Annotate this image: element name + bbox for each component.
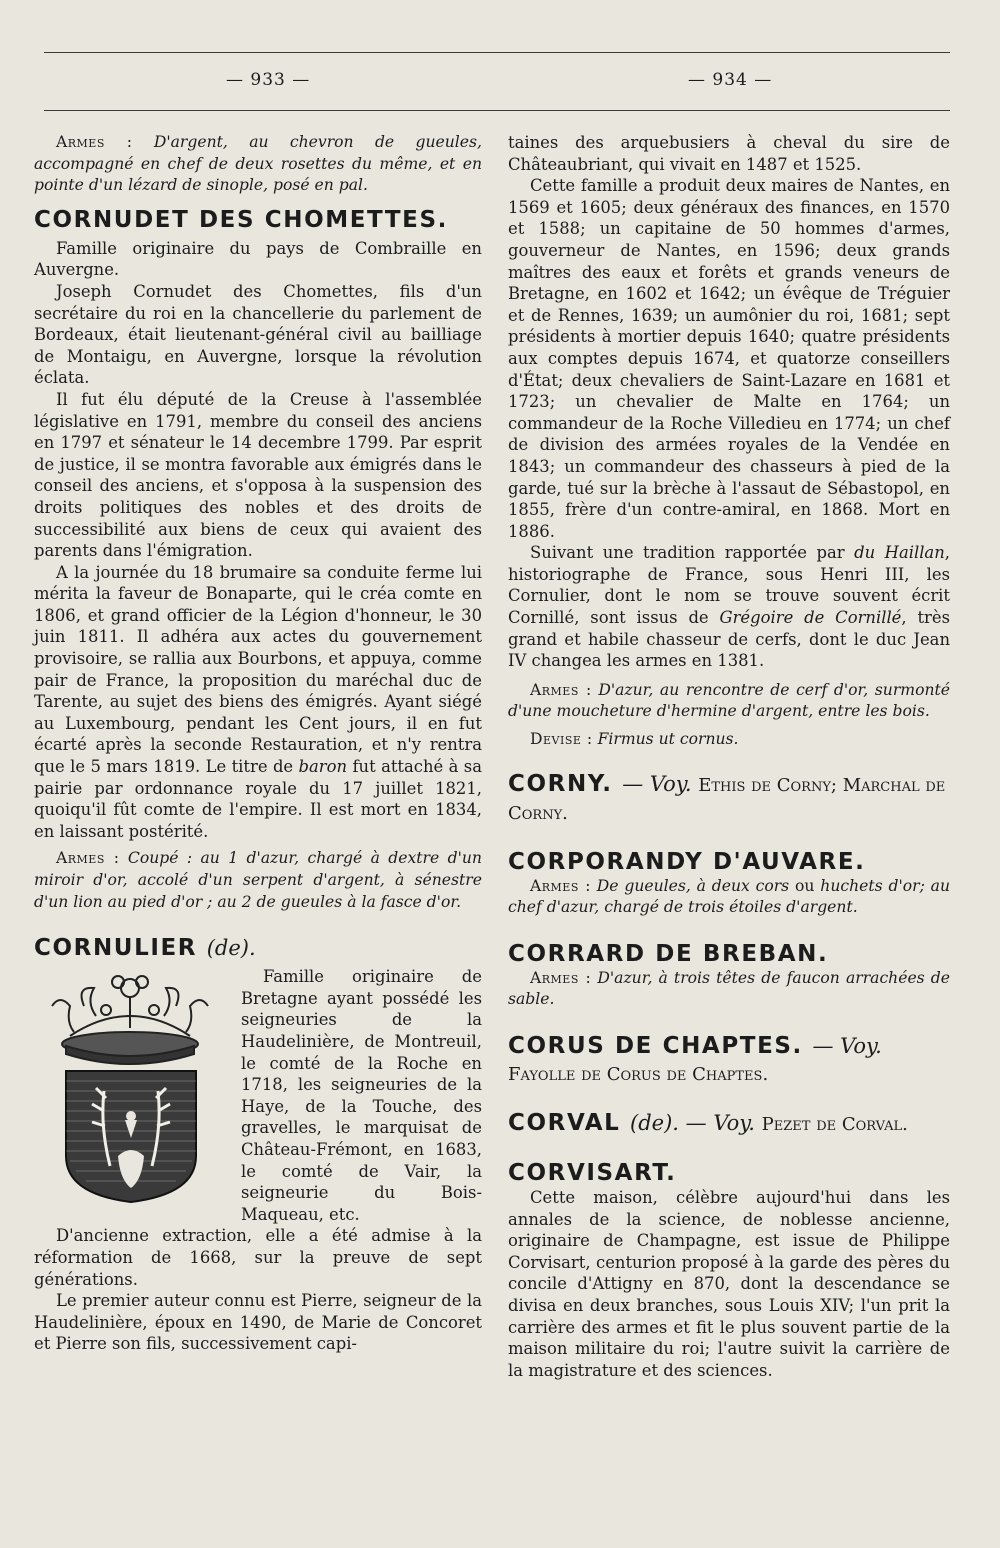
heading-corval: CORVAL (de). — Voy. Pezet de Corval. (508, 1110, 908, 1136)
heading-corny: CORNY. — Voy. Ethis de Corny; Marchal de Corny. (508, 770, 946, 824)
top-rule (44, 52, 950, 53)
heading-corvisart: CORVISART. (508, 1160, 677, 1186)
paragraph: D'ancienne extraction, elle a été admise à la réformation de 1668, sur la preuve de sept générations. (34, 1226, 482, 1289)
paragraph: Cette maison, célèbre aujourd'hui dans les annales de la science, de noblesse ancienne, originaire de Champagne, est issue de Philippe Corvisart, centurion proposé à la garde des pères du concile d'Attigny en 870, dont la descendance se divisa en deux branches, sous Louis XIV; l'un prit la carrière des armes et fit le plus souvent partie de la maison militaire du roi; l'autre suivit la carrière de la magistrature et des sciences. (508, 1188, 950, 1380)
paragraph: A la journée du 18 brumaire sa conduite ferme lui mérita la faveur de Bonaparte, qui le créa comte en 1806, et grand officier de la Légion d'honneur, le 30 juin 1811. Il adhéra aux actes du gouvernement provisoire, se rallia aux Bourbons, et appuya, comme pair de France, la proposition du maréchal duc de Tarente, au sujet des biens des émigrés. Ayant siégé au Luxembourg, pendant les Cent jours, il en fut écarté après la seconde Restauration, et n'y rentra que le 5 mars 1819. Le titre de baron fut attaché à sa pairie par ordonnance royale du 17 juillet 1821, quoiqu'il fût comte de l'empire. Il est mort en 1834, en laissant postérité. (34, 562, 482, 841)
heading-cornulier: CORNULIER (de). (34, 935, 256, 962)
armes-entry: Armes : De gueules, à deux cors ou huchets d'or; au chef d'azur, chargé de trois étoiles d'argent. (508, 876, 950, 917)
paragraph: Joseph Cornudet des Chomettes, fils d'un secrétaire du roi en la chancellerie du parlement de Bordeaux, était lieutenant-général civil au bailliage de Montaigu, en Auvergne, lorsque la révolution éclata. (34, 281, 482, 388)
paragraph: Suivant une tradition rapportée par du Haillan, historiographe de France, sous Henri III, les Cornulier, dont le nom se trouve souvent écrit Cornillé, sont issus de Grégoire de Cornillé, très grand et habile chasseur de cerfs, dont le duc Jean IV changea les armes en 1381. (508, 543, 950, 671)
left-page-number: — 933 — (226, 70, 311, 90)
paragraph: Cette famille a produit deux maires de Nantes, en 1569 et 1605; deux généraux des finances, en 1570 et 1588; un capitaine de 50 hommes d'armes, gouverneur de Nantes, en 1596; deux grands maîtres des eaux et forêts et grands veneurs de Bretagne, en 1602 et 1642; un évêque de Tréguier et de Rennes, 1639; un aumônier du roi, 1681; sept présidents à mortier depuis 1640; quatre présidents aux comptes depuis 1674, et quatorze conseillers d'État; deux chevaliers de Saint-Lazare en 1681 et 1723; un chevalier de Malte en 1764; un commandeur de la Roche Villedieu en 1774; un chef de division des armées royales de la Vendée en 1843; un commandeur des chasseurs à pied de la garde, tué sur la brèche à l'assaut de Sébastopol, en 1855, frère d'un contre-amiral, en 1868. Mort en 1886. (508, 176, 950, 541)
heading-corus: CORUS DE CHAPTES. — Voy. Fayolle de Corus de Chaptes. (508, 1033, 882, 1085)
heading-cornudet: CORNUDET DES CHOMETTES. (34, 206, 448, 233)
armes-entry: Armes : D'azur, à trois têtes de faucon arrachées de sable. (508, 968, 951, 1009)
left-column (34, 132, 482, 1355)
right-page-number: — 934 — (688, 70, 773, 90)
paragraph: Famille originaire de Bretagne ayant possédé les seigneuries de la Haudelinière, de Montreuil, le comté de la Roche en 1718, les seigneuries de la Haye, de la Touche, des gravelles, le marquisat de Château-Frémont, en 1683, le comté de Vair, la seigneurie du Bois-Maqueau, etc. (241, 967, 482, 1224)
paragraph: taines des arquebusiers à cheval du sire de Châteaubriant, qui vivait en 1487 et 1525. (508, 133, 950, 174)
armes-entry: Armes : D'argent, au chevron de gueules, accompagné en chef de deux rosettes du même, et en pointe d'un lézard de sinople, posé en pal. (34, 133, 482, 195)
right-column (508, 132, 950, 1381)
devise-entry: Devise : Firmus ut cornus. (530, 730, 739, 749)
paragraph: Il fut élu député de la Creuse à l'assemblée législative en 1791, membre du conseil des anciens en 1797 et sénateur le 14 decembre 1799. Par esprit de justice, il se montra favorable aux émigrés dans le conseil des anciens, et s'opposa à la suspension des droits politiques des nobles et des droits de successibilité aux biens de ceux qui avaient des parents dans l'émigration. (34, 389, 482, 561)
heading-corporandy: CORPORANDY D'AUVARE. (508, 848, 866, 875)
armes-entry: Armes : Coupé : au 1 d'azur, chargé à dextre d'un miroir d'or, accolé d'un serpent d'argent, à sénestre d'un lion au pied d'or ; au 2 de gueules à la fasce d'or. (34, 849, 482, 911)
heading-corrard: CORRARD DE BREBAN. (508, 940, 829, 967)
paragraph: Famille originaire du pays de Combraille en Auvergne. (34, 238, 482, 280)
paragraph: Le premier auteur connu est Pierre, seigneur de la Haudelinière, époux en 1490, de Marie de Concoret et Pierre son fils, successivement capi- (34, 1291, 482, 1354)
header-rule (44, 110, 950, 111)
coat-of-arms-icon (30, 966, 235, 1204)
armes-entry: Armes : D'azur, au rencontre de cerf d'or, surmonté d'une moucheture d'hermine d'argent, entre les bois. (508, 680, 950, 721)
